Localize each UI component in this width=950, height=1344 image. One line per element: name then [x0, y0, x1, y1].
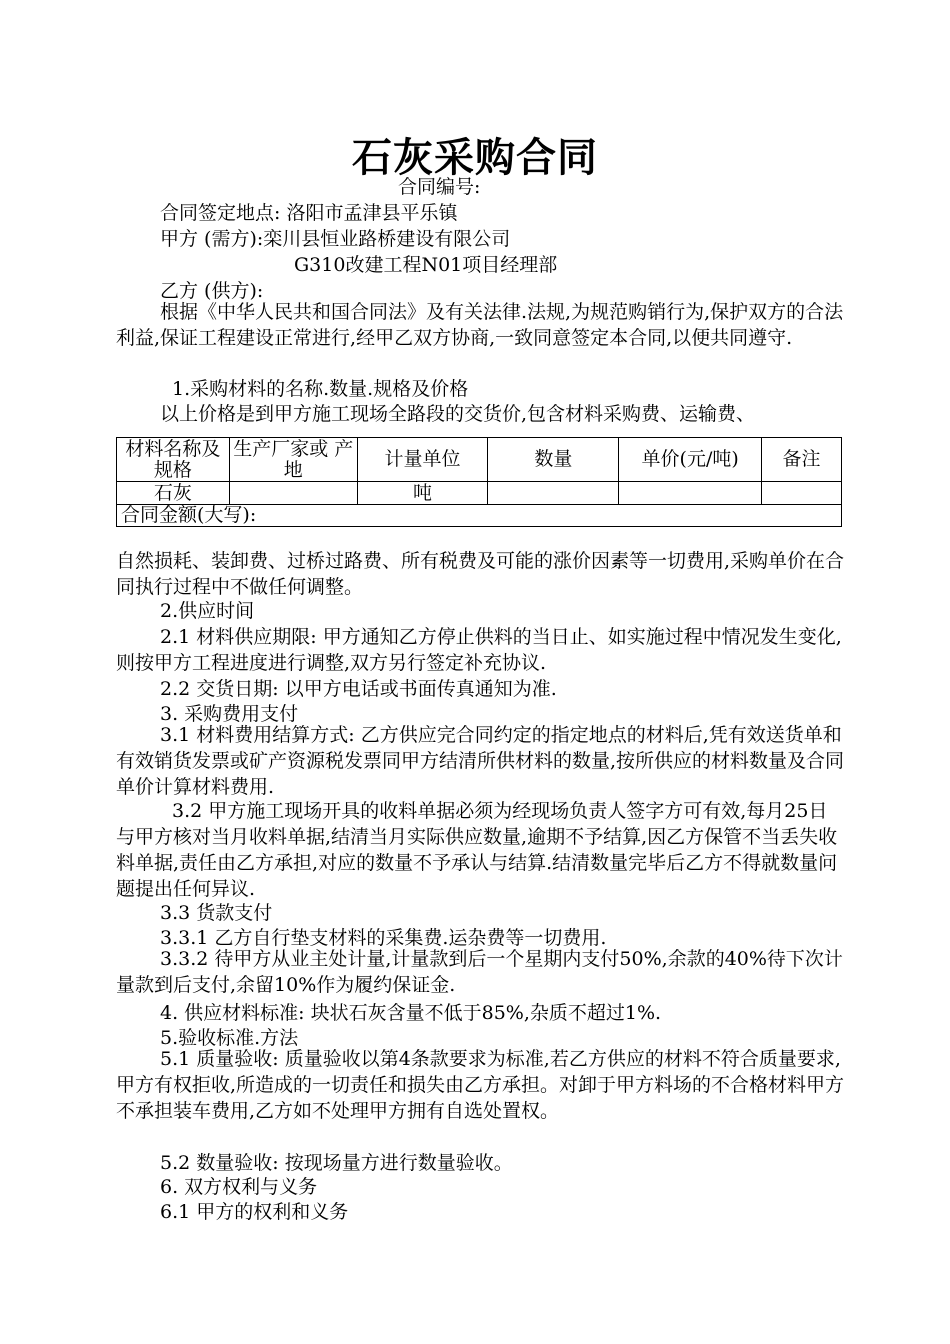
section-6-heading: 6. 双方权利与义务 [160, 1176, 318, 1198]
section-5-2: 5.2 数量验收: 按现场量方进行数量验收。 [160, 1152, 513, 1174]
table-cell [229, 482, 357, 505]
party-b: 乙方 (供方): [160, 280, 264, 302]
section-5-1: 5.1 质量验收: 质量验收以第4条款要求为标准,若乙方供应的材料不符合质量要求,甲方有权拒收,所造成的一切责任和损失由乙方承担。对卸于甲方料场的不合格材料甲方不承担装车费用,乙方如不处理甲方拥有自选处置权。 [116, 1048, 845, 1122]
section-2-2: 2.2 交货日期: 以甲方电话或书面传真通知为准. [160, 678, 557, 700]
document-title: 石灰采购合同 [352, 135, 598, 181]
section-3-3-1: 3.3.1 乙方自行垫支材料的采集费.运杂费等一切费用. [160, 927, 607, 949]
table-cell [619, 482, 762, 505]
section-1-heading: 1.采购材料的名称.数量.规格及价格 [172, 378, 469, 400]
header-cell: 备注 [762, 438, 842, 482]
table-cell [762, 482, 842, 505]
price-note: 以上价格是到甲方施工现场全路段的交货价,包含材料采购费、运输费、 [160, 403, 756, 425]
signing-location: 合同签定地点: 洛阳市孟津县平乐镇 [160, 202, 458, 224]
price-continuation: 自然损耗、装卸费、过桥过路费、所有税费及可能的涨价因素等一切费用,采购单价在合同执行过程中不做任何调整。 [116, 550, 845, 598]
header-cell: 数量 [488, 438, 619, 482]
section-3-3-2: 3.3.2 待甲方从业主处计量,计量款到后一个星期内支付50%,余款的40%待下次计量款到后支付,余留10%作为履约保证金. [116, 948, 843, 996]
header-cell: 生产厂家或 产地 [229, 438, 357, 482]
section-2-1: 2.1 材料供应期限: 甲方通知乙方停止供料的当日止、如实施过程中情况发生变化,则按甲方工程进度进行调整,双方另行签定补充协议. [116, 626, 842, 674]
section-3-2: 3.2 甲方施工现场开具的收料单据必须为经现场负责人签字方可有效,每月25日与甲方核对当月收料单据,结清当月实际供应数量,逾期不予结算,因乙方保管不当丢失收料单据,责任由乙方承担,对应的数量不予承认与结算.结清数量完毕后乙方不得就数量问题提出任何异议. [116, 800, 838, 900]
table-cell: 石灰 [117, 482, 230, 505]
section-3-heading: 3. 采购费用支付 [160, 703, 299, 725]
section-3-3: 3.3 货款支付 [160, 902, 273, 924]
section-5-heading: 5.验收标准.方法 [160, 1027, 299, 1049]
table-cell: 吨 [357, 482, 488, 505]
section-4: 4. 供应材料标准: 块状石灰含量不低于85%,杂质不超过1%. [160, 1002, 662, 1024]
material-table [116, 437, 842, 527]
section-3-1: 3.1 材料费用结算方式: 乙方供应完合同约定的指定地点的材料后,凭有效送货单和有效销货发票或矿产资源税发票同甲方结清所供材料的数量,按所供应的材料数量及合同单价计算材料费用. [116, 724, 845, 798]
amount-row [117, 505, 842, 527]
contract-amount: 合同金额(大写): [117, 505, 842, 527]
section-6-1: 6.1 甲方的权利和义务 [160, 1201, 349, 1223]
intro-paragraph: 根据《中华人民共和国合同法》及有关法律.法规,为规范购销行为,保护双方的合法利益,保证工程建设正常进行,经甲乙双方协商,一致同意签定本合同,以便共同遵守. [116, 301, 844, 349]
party-a-line2: G310改建工程N01项目经理部 [294, 254, 558, 276]
table-row [117, 482, 842, 505]
header-cell: 单价(元/吨) [619, 438, 762, 482]
header-cell: 材料名称及 规格 [117, 438, 230, 482]
section-2-heading: 2.供应时间 [160, 600, 255, 622]
header-cell: 计量单位 [357, 438, 488, 482]
table-header-row [117, 438, 842, 482]
contract-number: 合同编号: [398, 176, 481, 198]
party-a-line1: 甲方 (需方):栾川县恒业路桥建设有限公司 [160, 228, 511, 250]
table-cell [488, 482, 619, 505]
